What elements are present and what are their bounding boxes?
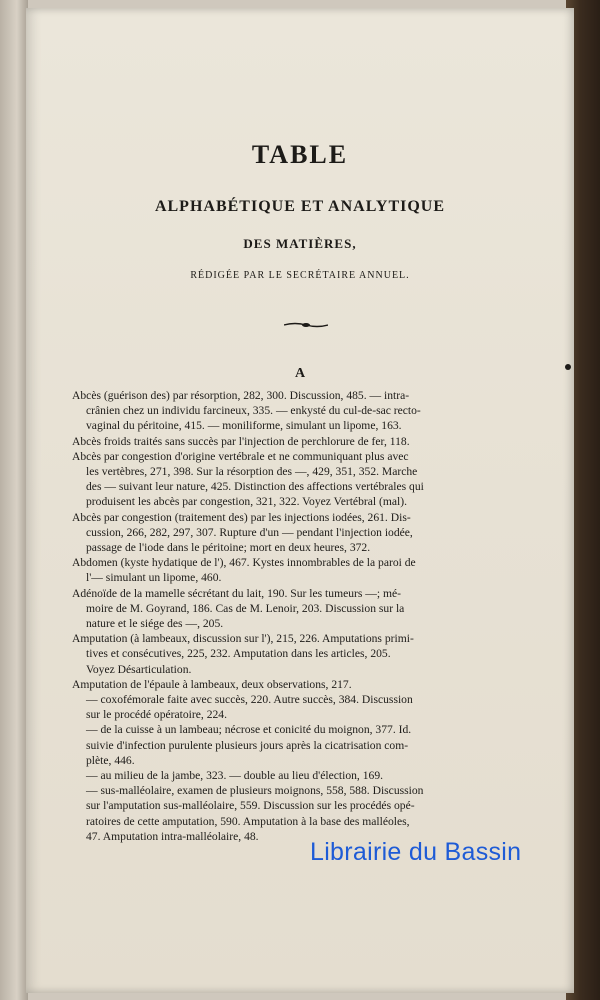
index-line: passage de l'iode dans le péritoine; mort en deux heures, 372. [86,541,371,555]
index-line: Abdomen (kyste hydatique de l'), 467. Kystes innombrables de la paroi de [72,556,416,570]
index-line: nature et le siége des —, 205. [86,617,224,631]
index-line: Amputation (à lambeaux, discussion sur l'), 215, 226. Amputations primi- [72,632,414,646]
index-line: Abcès froids traités sans succès par l'injection de perchlorure de fer, 118. [72,434,410,448]
index-line: plète, 446. [86,753,135,767]
index-line: crânien chez un individu farcineux, 335. — enkysté du cul-de-sac recto- [86,404,421,418]
index-line: suivie d'infection purulente plusieurs jours après la cicatrisation com- [86,738,409,752]
index-line: ratoires de cette amputation, 590. Amputation à la base des malléoles, [86,814,410,828]
page-subtitle-line3: RÉDIGÉE PAR LE SECRÉTAIRE ANNUEL. [190,270,410,281]
index-line: moire de M. Goyrand, 186. Cas de M. Lenoir, 203. Discussion sur la [86,601,405,615]
index-line: Abcès par congestion d'origine vertébrale et ne communiquant plus avec [72,449,409,463]
index-line: Abcès (guérison des) par résorption, 282, 300. Discussion, 485. — intra- [72,389,410,402]
index-line: Abcès par congestion (traitement des) par les injections iodées, 261. Dis- [72,510,411,524]
index-line: vaginal du péritoine, 415. — moniliforme, simulant un lipome, 163. [86,419,402,433]
ink-dot [565,364,571,370]
index-line: les vertèbres, 271, 398. Sur la résorption des —, 429, 351, 352. Marche [86,465,418,479]
index-line: — sus-malléolaire, examen de plusieurs moignons, 558, 588. Discussion [86,784,424,798]
index-entries [72,388,502,844]
index-line: — coxofémorale faite avec succès, 220. Autre succès, 384. Discussion [86,693,413,707]
index-line: cussion, 266, 282, 297, 307. Rupture d'un — pendant l'injection iodée, [86,525,413,539]
index-line: tives et consécutives, 225, 232. Amputation dans les articles, 205. [86,647,391,661]
index-line: sur le procédé opératoire, 224. [86,708,227,722]
index-line: sur l'amputation sus-malléolaire, 559. Discussion sur les procédés opé- [86,799,415,813]
watermark-text: Librairie du Bassin [310,838,522,866]
index-line: Amputation de l'épaule à lambeaux, deux observations, 217. [72,677,352,691]
index-line: 47. Amputation intra-malléolaire, 48. [86,829,259,843]
index-line: des — suivant leur nature, 425. Distinction des affections vertébrales qui [86,480,424,494]
page-subtitle-line2: DES MATIÈRES, [243,236,357,251]
page-title: TABLE [251,140,349,169]
index-line: — de la cuisse à un lambeau; nécrose et conicité du moignon, 377. Id. [86,723,412,737]
index-line: — au milieu de la jambe, 323. — double au lieu d'élection, 169. [86,769,384,783]
index-line: Voyez Désarticulation. [86,662,192,676]
page-subtitle: ALPHABÉTIQUE ET ANALYTIQUE [154,198,446,215]
book-spine-left [0,0,28,1000]
ornament-divider-icon [284,322,328,328]
index-line: produisent les abcès par congestion, 321, 322. Voyez Vertébral (mal). [86,495,408,509]
index-line: l'— simulant un lipome, 460. [86,571,222,585]
section-letter: A [294,366,306,381]
index-line: Adénoïde de la mamelle sécrétant du lait, 190. Sur les tumeurs —; mé- [72,586,402,600]
